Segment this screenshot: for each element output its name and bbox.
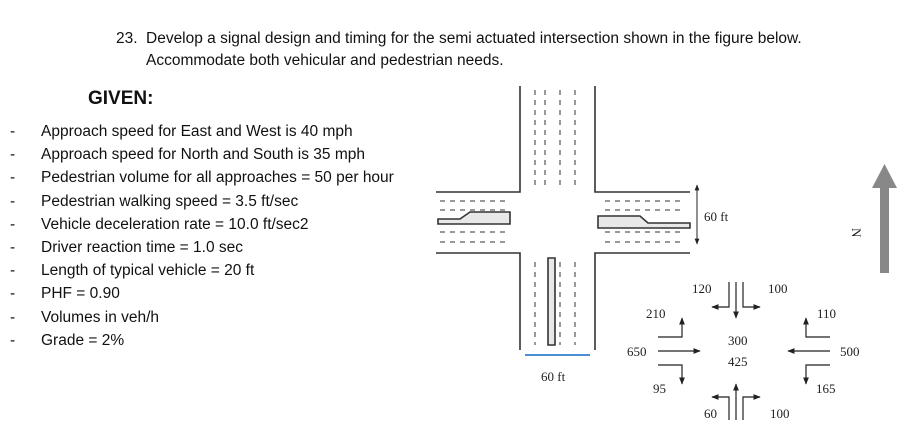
curb-sw [436, 253, 520, 350]
ns-width-label: 60 ft [541, 369, 566, 384]
ew-width-label: 60 ft [704, 209, 729, 224]
bullet-dash: - [10, 169, 16, 187]
vol-nb-through: 425 [728, 354, 748, 369]
bullet-dash: - [10, 262, 16, 280]
given-item-text: Grade = 2% [41, 331, 125, 349]
question-text-line-1: Develop a signal design and timing for the semi actuated intersection shown in the figure below. [146, 30, 802, 47]
given-item-text: Approach speed for East and West is 40 mph [41, 123, 353, 140]
given-item-text: PHF = 0.90 [41, 285, 120, 303]
nb-right-arrow [743, 397, 760, 420]
vol-nb-left: 60 [704, 406, 717, 421]
given-item-text: Volumes in veh/h [41, 308, 160, 326]
given-heading: GIVEN: [88, 88, 154, 109]
bullet-dash: - [10, 238, 16, 256]
north-label: N [849, 228, 864, 238]
vol-eb-through: 650 [627, 344, 647, 359]
given-item-text: Approach speed for North and South is 35 mph [41, 146, 365, 164]
vol-wb-left: 165 [816, 381, 836, 396]
given-item-text: Vehicle deceleration rate = 10.0 ft/sec2 [41, 215, 309, 233]
median-west [438, 212, 510, 224]
question-number: 23. [116, 30, 138, 47]
volume-diagram [658, 282, 830, 420]
vol-sb-right: 120 [692, 281, 712, 296]
bullet-dash: - [10, 331, 16, 349]
bullet-dash: - [10, 285, 16, 303]
given-item-text: Driver reaction time = 1.0 sec [41, 238, 244, 256]
bullet-dash: - [10, 123, 16, 140]
vol-eb-right: 95 [653, 381, 666, 396]
vol-sb-left: 100 [768, 281, 788, 296]
dimension-ns-width [541, 369, 566, 384]
curb-ne [595, 86, 690, 192]
vol-nb-right: 100 [770, 406, 790, 421]
north-arrow-icon [849, 164, 897, 273]
given-item-text: Pedestrian volume for all approaches = 50 per hour [41, 169, 394, 187]
bullet-dash: - [10, 146, 16, 164]
vol-wb-right: 110 [817, 306, 837, 321]
vol-wb-through: 500 [840, 344, 860, 359]
bullet-dash: - [10, 308, 16, 326]
given-item-text: Length of typical vehicle = 20 ft [41, 262, 255, 280]
sb-left-arrow [743, 282, 760, 307]
curb-se [595, 253, 690, 350]
question-text-line-2: Accommodate both vehicular and pedestrian needs. [146, 52, 504, 69]
curb-nw [436, 86, 520, 192]
lane-markings-north [535, 90, 575, 185]
dimension-ew-width [697, 185, 729, 244]
bullet-dash: - [10, 192, 16, 210]
median-east [598, 216, 690, 228]
sb-right-arrow [712, 282, 729, 307]
given-item-text: Pedestrian walking speed = 3.5 ft/sec [41, 192, 299, 210]
bullet-dash: - [10, 215, 16, 233]
vol-sb-through: 300 [728, 333, 748, 348]
vol-eb-left: 210 [646, 306, 666, 321]
median-south [548, 258, 555, 345]
